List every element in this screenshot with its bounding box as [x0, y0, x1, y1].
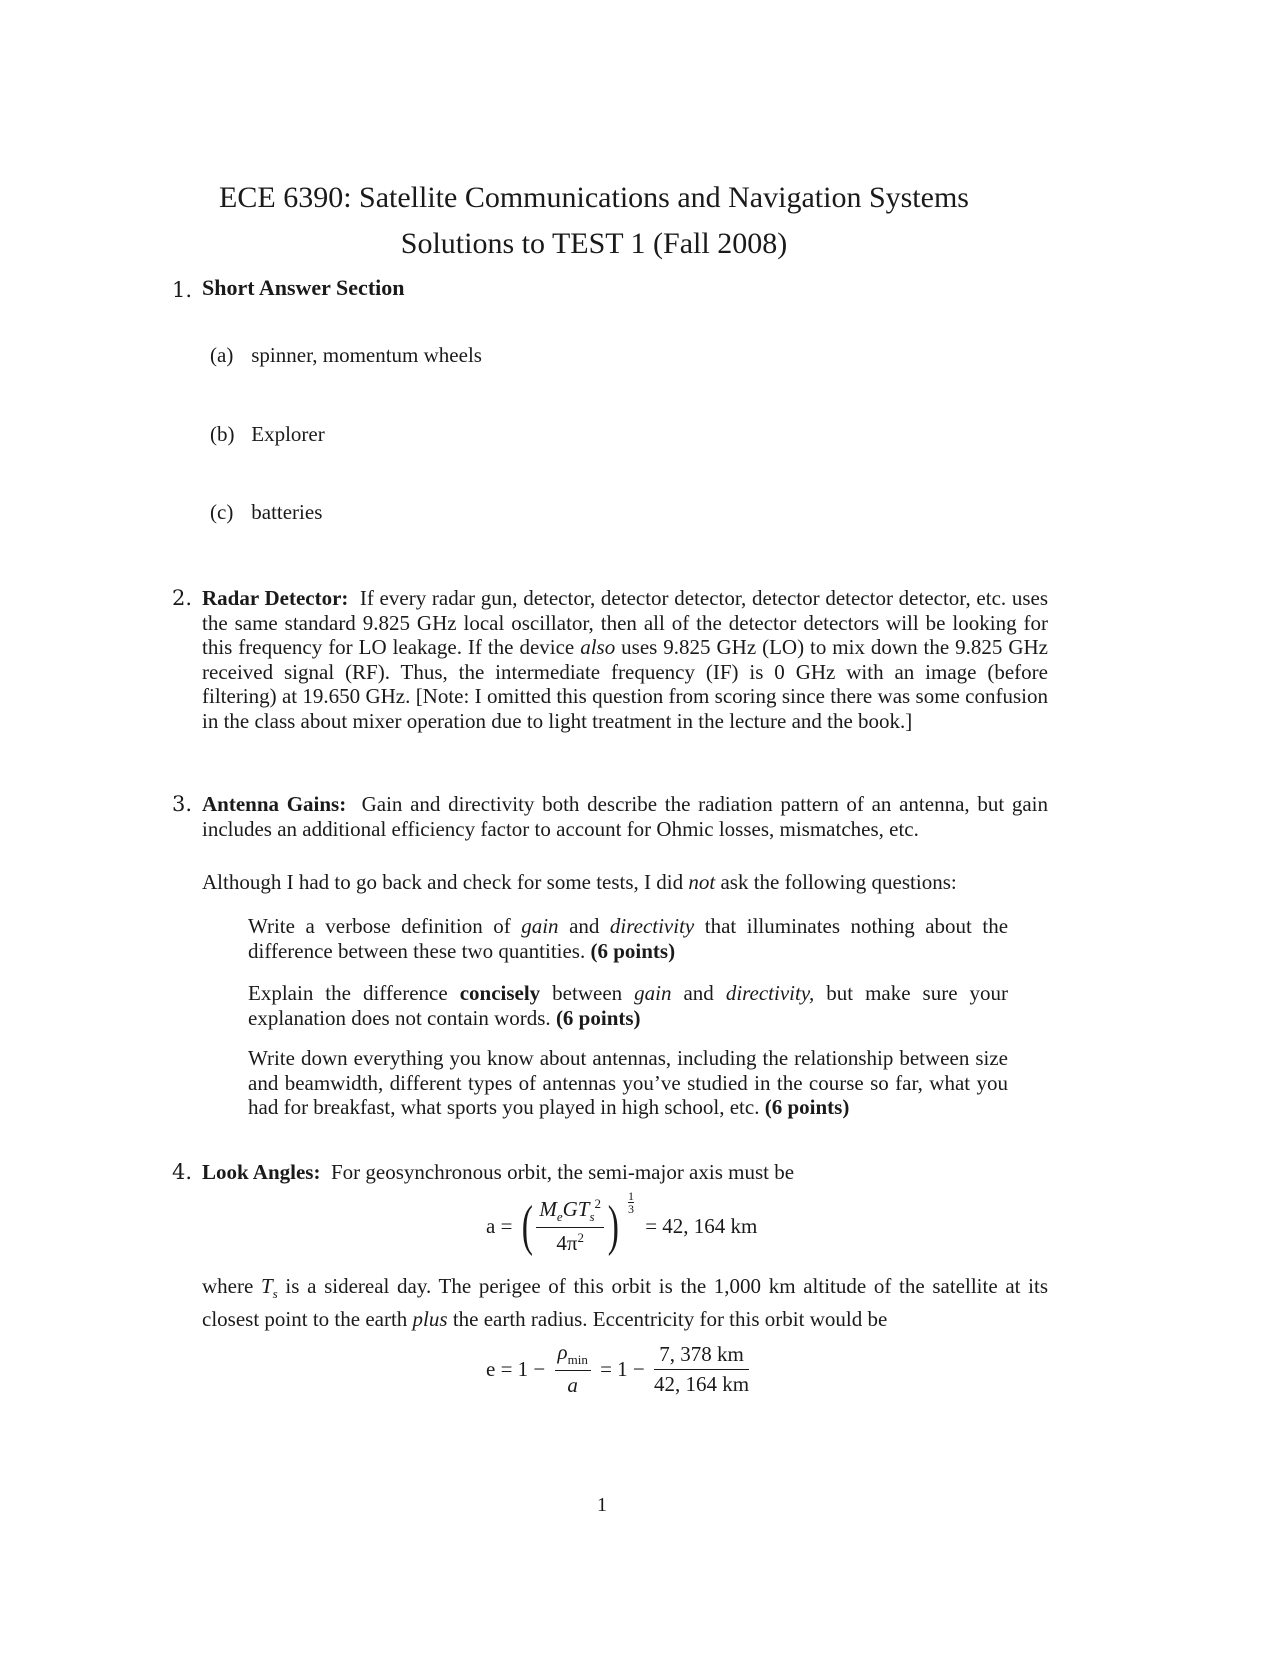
- answer-text: Explorer: [251, 422, 325, 446]
- where-t: T: [260, 1274, 273, 1298]
- q3-sub-question-3: [248, 1046, 1008, 1120]
- points-label: (6 points): [764, 1095, 850, 1120]
- where-text: where: [202, 1274, 254, 1298]
- sub-text: between: [552, 981, 623, 1005]
- sub-text: Write a verbose definition of: [248, 914, 511, 938]
- left-paren: (: [521, 1195, 533, 1258]
- points-label: (6 points): [590, 938, 676, 963]
- equation-eccentricity: [486, 1340, 749, 1398]
- q2-text: If every radar gun, detector, detector detector, detector detector detector, etc. uses the same standard 9.825 GHz local oscillator, then all of the detector detectors will be looking for this frequency for LO leakage. If the device: [202, 586, 1049, 660]
- eq2-fraction-1: [555, 1340, 591, 1398]
- q2-heading: Radar Detector:: [202, 586, 349, 610]
- q4-heading: Look Angles:: [202, 1160, 321, 1184]
- answer-text: batteries: [251, 500, 323, 524]
- q2-text-cont: uses 9.825 GHz (LO) to mix down the 9.825 GHz received signal (RF). Thus, the intermediate frequency (IF) is 0 GHz with an image (before filtering) at 19.650 GHz. [Note: I omitted this question from scoring since there was some confusion in the class about mixer operation due to light treatment in the lecture and the book.]: [202, 635, 1049, 733]
- eq-exponent: [628, 1190, 634, 1215]
- points-label: (6 points): [555, 1005, 641, 1030]
- q3-sub-question-2: [248, 981, 1008, 1030]
- q4-where-paragraph: [202, 1274, 1048, 1331]
- q4-intro: For geosynchronous orbit, the semi-major axis must be: [330, 1160, 795, 1184]
- eq-num-sq: 2: [594, 1196, 602, 1211]
- eq2-den: 42, 164 km: [654, 1371, 750, 1396]
- q2-paragraph: [202, 586, 1048, 734]
- sub-bold: concisely: [459, 981, 541, 1005]
- sub-emphasis: directivity,: [725, 981, 815, 1005]
- q2-number: 2.: [172, 586, 193, 610]
- eq2-lhs: e = 1 −: [486, 1356, 546, 1381]
- sub-emphasis: gain: [521, 914, 559, 938]
- eq2-num: 7, 378 km: [654, 1342, 749, 1370]
- sub-text: and: [569, 914, 600, 938]
- eq2-rho: ρ: [557, 1340, 568, 1364]
- although-text: Although I had to go back and check for some tests, I did: [202, 870, 684, 894]
- q2-emphasis: also: [580, 635, 616, 660]
- answer-label: (a): [210, 343, 234, 367]
- eq2-mid: = 1 −: [600, 1356, 645, 1381]
- q3-text: Gain and directivity both describe the radiation pattern of an antenna, but gain includes an additional efficiency factor to account for Ohmic losses, mismatches, etc.: [202, 792, 1048, 841]
- eq2-a: a: [567, 1373, 578, 1398]
- page-number: 1: [597, 1494, 607, 1516]
- where-text-cont: is a sidereal day. The perigee of this orbit is the 1,000 km altitude of the satellite at its closest point to the earth: [202, 1274, 1048, 1331]
- document-subtitle: Solutions to TEST 1 (Fall 2008): [400, 227, 788, 260]
- eq-lhs: a =: [486, 1213, 513, 1238]
- eq-fraction: [536, 1196, 604, 1256]
- q1-heading-text: Short Answer Section: [202, 275, 405, 300]
- q4-number: 4.: [172, 1160, 193, 1184]
- q1-number: 1.: [172, 278, 193, 302]
- exp-num: 1: [627, 1189, 634, 1203]
- eq-num-m: M: [539, 1197, 557, 1221]
- q3-heading: Antenna Gains:: [202, 792, 347, 816]
- eq2-rho-sub: min: [567, 1352, 588, 1368]
- q3-number: 3.: [172, 792, 193, 816]
- document-title: ECE 6390: Satellite Communications and Navigation Systems: [219, 181, 969, 214]
- where-text-end: the earth radius. Eccentricity for this orbit would be: [452, 1306, 888, 1331]
- q4-paragraph: [202, 1160, 1048, 1185]
- q1-heading: [202, 276, 1048, 301]
- eq-num-gt: GT: [562, 1197, 590, 1221]
- answer-label: (b): [210, 422, 235, 446]
- answer-text: spinner, momentum wheels: [251, 343, 482, 367]
- eq2-fraction-2: [654, 1342, 749, 1397]
- q3-paragraph: [202, 792, 1048, 841]
- sub-text: but make sure your explanation does not contain words.: [248, 981, 1009, 1030]
- sub-text: and: [683, 981, 714, 1005]
- eq-num-s: s: [589, 1209, 595, 1225]
- sub-emphasis: gain: [634, 981, 672, 1005]
- answer-label: (c): [210, 500, 234, 524]
- eq-result: = 42, 164 km: [645, 1213, 758, 1238]
- q3-sub-question-1: [248, 914, 1008, 963]
- although-text-cont: ask the following questions:: [720, 870, 957, 894]
- where-s: s: [272, 1286, 278, 1302]
- exp-den: 3: [627, 1202, 634, 1216]
- sub-text: Write down everything you know about antennas, including the relationship between size and beamwidth, different types of antennas you’ve studied in the course so far, what you had for breakfast, what sports you played in high school, etc.: [248, 1046, 1008, 1120]
- sub-emphasis: directivity: [609, 914, 695, 938]
- equation-semi-major-axis: [486, 1189, 758, 1266]
- although-emphasis: not: [688, 870, 716, 894]
- right-paren: ): [607, 1195, 619, 1258]
- eq-num-e: e: [556, 1209, 563, 1225]
- where-emphasis: plus: [412, 1306, 448, 1331]
- eq-den-sq: 2: [577, 1230, 584, 1246]
- q1-answer-b: [210, 422, 325, 447]
- sub-text: Explain the difference: [248, 981, 448, 1005]
- q1-answer-c: [210, 500, 322, 525]
- q3-although: [202, 870, 1048, 895]
- q1-answer-a: [210, 343, 482, 368]
- sub-text: that illuminates nothing about the difference between these two quantities.: [248, 914, 1009, 963]
- eq-den: 4π: [556, 1231, 578, 1256]
